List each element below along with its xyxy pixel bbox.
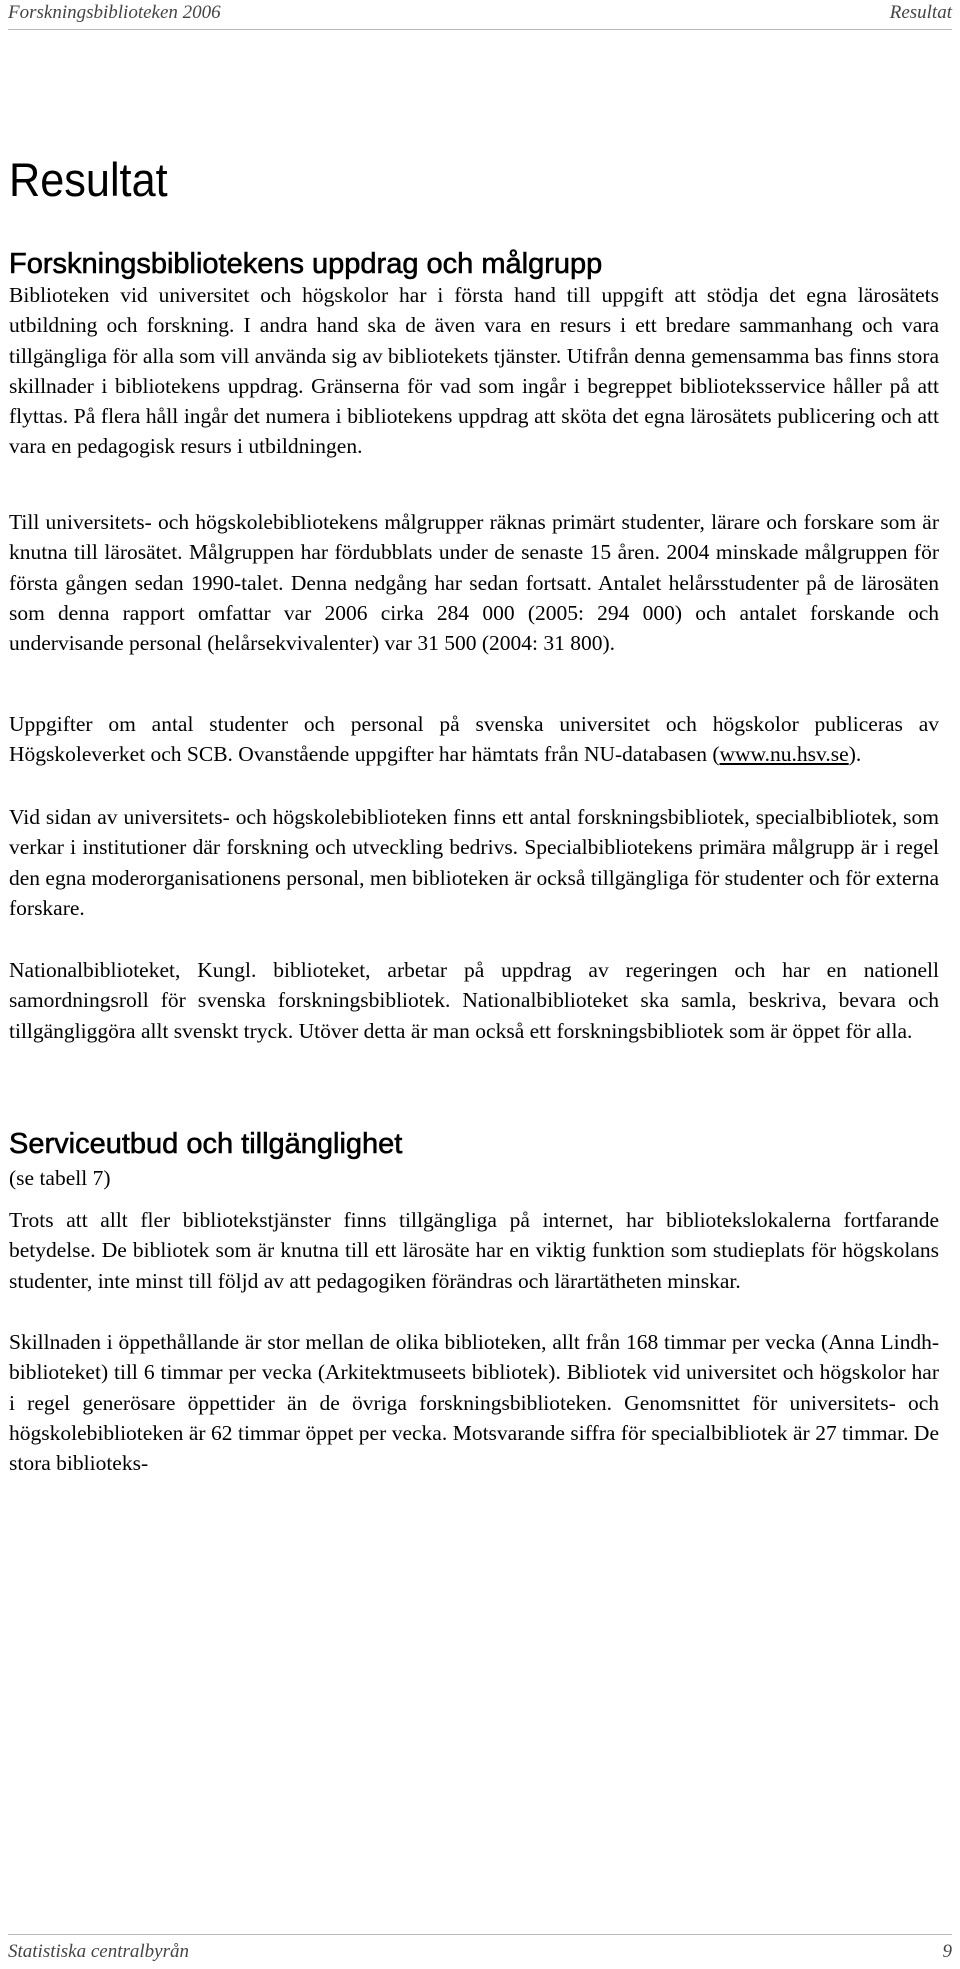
nu-database-link[interactable]: www.nu.hsv.se [719, 742, 849, 767]
footer-divider [8, 1934, 952, 1935]
paragraph-nationalbiblioteket: Nationalbiblioteket, Kungl. biblioteket, arbetar på uppdrag av regeringen och har en nationell samordningsroll för svenska forskningsbibliotek. Nationalbiblioteket ska samla, beskriva, bevara och tillgängliggöra allt svenskt tryck. Utöver detta är man också ett forskningsbibliotek som är öppet för alla. [9, 958, 939, 1043]
header-divider [8, 29, 952, 30]
paragraph-bibliotekstjanster: Trots att allt fler bibliotekstjänster finns tillgängliga på internet, har bibliotekslokalerna fortfarande betydelse. De bibliotek som är knutna till ett lärosäte har en viktig funktion som studieplats för högskolans studenter, inte minst till följd av att pedagogiken förändras och lärartätheten minskar. [9, 1208, 939, 1293]
page-number: 9 [942, 1941, 952, 1962]
page-footer [8, 1939, 952, 1965]
paragraph-specialbibliotek: Vid sidan av universitets- och högskolebiblioteken finns ett antal forskningsbibliotek, specialbibliotek, som verkar i institutioner där forskning och utveckling bedrivs. Specialbibliotekens primära målgrupp är i regel den egna moderorganisationens personal, men biblioteken är också tillgängliga för studenter och för externa forskare. [9, 805, 939, 920]
paragraph-uppdrag: Biblioteken vid universitet och högskolor har i första hand till uppgift att stödja det egna lärosätets utbildning och forskning. I andra hand ska de även vara en resurs i ett bredare sammanhang och vara tillgängliga för alla som vill använda sig av bibliotekets tjänster. Utifrån denna gemensamma bas finns stora skillnader i bibliotekens uppdrag. Gränserna för vad som ingår i begreppet biblioteksservice håller på att flyttas. På flera håll ingår det numera i bibliotekens uppdrag att sköta det egna lärosätets publicering och att vara en pedagogisk resurs i utbildningen. [9, 283, 939, 459]
table-reference-note: (se tabell 7) [9, 1166, 111, 1190]
section-heading-uppdrag: Forskningsbibliotekens uppdrag och målgrupp [9, 248, 603, 280]
section-heading-serviceutbud: Serviceutbud och tillgänglighet [9, 1128, 403, 1160]
running-header [8, 0, 952, 26]
paragraph-uppgifter-text: Uppgifter om antal studenter och personal på svenska universitet och högskolor publiceras av Högskoleverket och SCB. Ovanstående uppgifter har hämtats från NU-databasen ( [9, 712, 939, 767]
paragraph-uppgifter-end: ). [848, 742, 862, 767]
running-header-publication: Forskningsbiblioteken 2006 [8, 2, 221, 23]
page-title: Resultat [9, 153, 168, 206]
running-header-chapter: Resultat [889, 2, 952, 23]
paragraph-oppethallande: Skillnaden i öppethållande är stor mellan de olika biblioteken, allt från 168 timmar per vecka (Anna Lindh-biblioteket) till 6 timmar per vecka (Arkitektmuseets bibliotek). Bibliotek vid universitet och högskolor har i regel generösare öppettider än de övriga forskningsbiblioteken. Genomsnittet för universitets- och högskolebiblioteken är 62 timmar öppet per vecka. Motsvarande siffra för specialbibliotek är 27 timmar. De stora biblioteks- [9, 1330, 939, 1476]
paragraph-malgrupper: Till universitets- och högskolebibliotekens målgrupper räknas primärt studenter, lärare och forskare som är knutna till lärosätet. Målgruppen har fördubblats under de senaste 15 åren. 2004 minskade målgruppen för första gången sedan 1990-talet. Denna nedgång har sedan fortsatt. Antalet helårsstudenter på de lärosäten som denna rapport omfattar var 2006 cirka 284 000 (2005: 294 000) och antalet forskande och undervisande personal (helårsekvivalenter) var 31 500 (2004: 31 800). [9, 510, 939, 656]
paragraph-uppgifter [9, 709, 939, 770]
footer-publisher: Statistiska centralbyrån [8, 1941, 190, 1962]
